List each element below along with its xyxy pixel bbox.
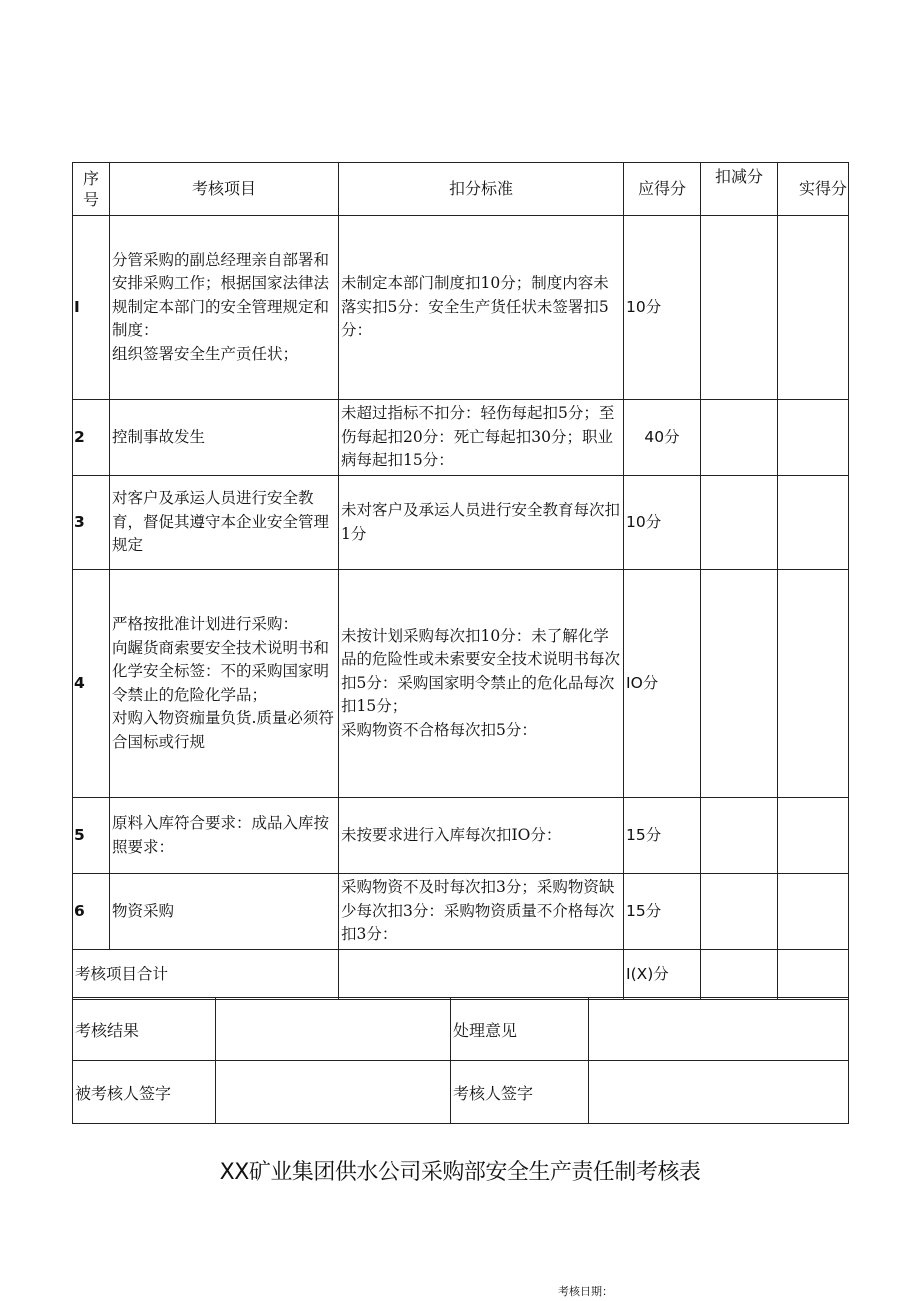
opinion-field[interactable]: [589, 998, 849, 1061]
result-label: 考核结果: [73, 998, 216, 1061]
table-row: [73, 400, 849, 476]
row-index: I: [73, 216, 110, 400]
header-deducted-score: 扣减分: [701, 163, 778, 216]
header-index: 序 号: [73, 163, 110, 216]
result-row: [73, 998, 849, 1061]
signoff-table: [72, 997, 849, 1124]
row-deducted-cell[interactable]: [701, 874, 778, 950]
document-title: XX矿业集团供水公司采购部安全生产责任制考核表: [219, 1160, 701, 1185]
row-standard: 未超过指标不扣分：轻伤每起扣5分；至伤每起扣20分：死亡每起扣30分；职业病每起扣15分：: [339, 400, 624, 476]
assessment-date-label: 考核日期：: [558, 1285, 613, 1298]
row-index: 6: [73, 874, 110, 950]
total-row: [73, 950, 849, 1000]
row-item: 对客户及承运人员进行安全教育，督促其遵守本企业安全管理规定: [110, 476, 339, 570]
table-row: [73, 570, 849, 798]
total-standard-cell: [339, 950, 624, 1000]
row-index: 2: [73, 400, 110, 476]
result-field[interactable]: [216, 998, 451, 1061]
assessee-signature-label: 被考核人签字: [73, 1061, 216, 1124]
assessment-table: [72, 162, 849, 1000]
header-row: [73, 163, 849, 216]
total-label: 考核项目合计: [73, 950, 339, 1000]
row-deducted-cell[interactable]: [701, 570, 778, 798]
assessee-signature-field[interactable]: [216, 1061, 451, 1124]
row-standard: 未制定本部门制度扣10分；制度内容未落实扣5分：安全生产货任状未签署扣5分：: [339, 216, 624, 400]
row-actual-cell[interactable]: [778, 216, 849, 400]
table-row: [73, 798, 849, 874]
row-actual-cell[interactable]: [778, 874, 849, 950]
row-due-score: IO分: [624, 570, 701, 798]
row-standard: 未按计划采购每次扣10分：未了解化学品的危险性或未索要安全技术说明书每次扣5分：采购国家明令禁止的危化品每次扣15分； 采购物资不合格每次扣5分：: [339, 570, 624, 798]
assessor-signature-label: 考核人签字: [451, 1061, 589, 1124]
row-actual-cell[interactable]: [778, 798, 849, 874]
opinion-label: 处理意见: [451, 998, 589, 1061]
row-due-score: 10分: [624, 476, 701, 570]
assessor-signature-field[interactable]: [589, 1061, 849, 1124]
table-row: [73, 874, 849, 950]
row-standard: 未按要求进行入库每次扣IO分：: [339, 798, 624, 874]
row-due-score: 15分: [624, 798, 701, 874]
row-item: 控制事故发生: [110, 400, 339, 476]
row-actual-cell[interactable]: [778, 570, 849, 798]
row-index: 3: [73, 476, 110, 570]
row-deducted-cell[interactable]: [701, 400, 778, 476]
row-deducted-cell[interactable]: [701, 798, 778, 874]
table-row: [73, 216, 849, 400]
header-item: 考核项目: [110, 163, 339, 216]
row-standard: 采购物资不及时每次扣3分；采购物资缺少每次扣3分：采购物资质量不介格每次扣3分：: [339, 874, 624, 950]
row-standard: 未对客户及承运人员进行安全教育每次扣1分: [339, 476, 624, 570]
header-actual-score: 实得分: [778, 163, 849, 216]
row-item: 原料入库符合要求：成品入库按照要求：: [110, 798, 339, 874]
table-row: [73, 476, 849, 570]
row-item: 严格按批准计划进行采购： 向龌货商索要安全技术说明书和化学安全标签：不的采购国家明令禁止的危险化学品； 对购入物资痂量负货.质量必须符合国标或行规: [110, 570, 339, 798]
row-actual-cell[interactable]: [778, 400, 849, 476]
row-item: 物资采购: [110, 874, 339, 950]
row-due-score: 10分: [624, 216, 701, 400]
row-actual-cell[interactable]: [778, 476, 849, 570]
row-due-score: 40分: [624, 400, 701, 476]
header-due-score: 应得分: [624, 163, 701, 216]
row-due-score: 15分: [624, 874, 701, 950]
row-item: 分管采购的副总经理亲自部署和安排采购工作；根据国家法律法规制定本部门的安全管理规定和制度： 组织签署安全生产贡任状；: [110, 216, 339, 400]
total-due-score: I(X)分: [624, 950, 701, 1000]
total-actual-cell[interactable]: [778, 950, 849, 1000]
total-deducted-cell[interactable]: [701, 950, 778, 1000]
row-deducted-cell[interactable]: [701, 476, 778, 570]
signature-row: [73, 1061, 849, 1124]
row-index: 4: [73, 570, 110, 798]
row-index: 5: [73, 798, 110, 874]
row-deducted-cell[interactable]: [701, 216, 778, 400]
header-standard: 扣分标准: [339, 163, 624, 216]
